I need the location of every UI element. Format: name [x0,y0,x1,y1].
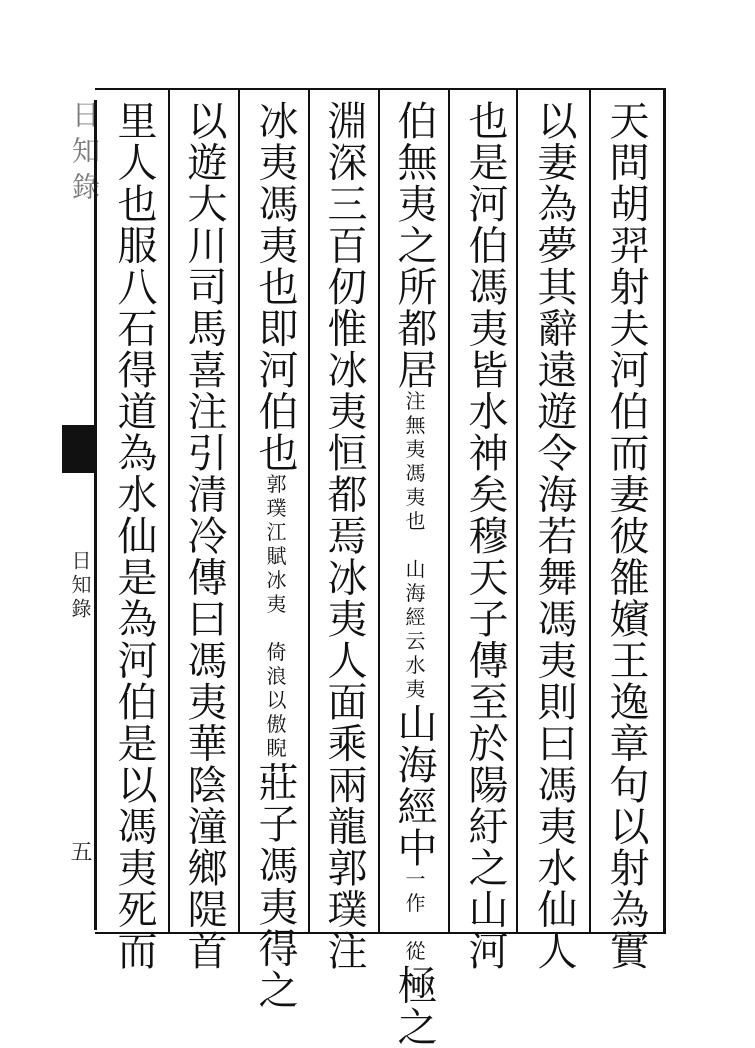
text-column-7 [176,100,232,972]
annotation [402,869,426,965]
text-column-6 [247,100,303,1011]
column-rule [516,88,518,932]
text-column-1 [598,100,654,972]
column-text: 里人也服八石得道為水仙是為河伯是以馮夷死而 [111,100,157,972]
text-column-3 [457,100,513,972]
column-text: 伯無夷之所都居 [391,100,437,391]
annotation-right: 注無夷馮夷也 [402,390,426,535]
text-column-4 [386,100,442,1048]
edge-title: 日知錄 [68,100,101,208]
column-text: 也是河伯馮夷皆水神矣穆天子傳至於陽紆之山河 [462,100,508,972]
page-margin [62,100,101,930]
text-column-2 [526,100,582,972]
column-rule [168,88,170,932]
column-rule [589,88,591,932]
annotation-left: 山海經云水夷 [402,558,426,703]
column-text: 以妻為夢其辭遠遊令海若舞馮夷則曰馮夷水仙人 [531,100,577,972]
source-title: 日知錄 [68,550,92,622]
column-text: 冰夷馮夷也即河伯也 [252,100,298,474]
text-column-8 [106,100,162,972]
fishtail-mark [62,425,94,473]
column-rule [308,88,310,932]
column-rule [378,88,380,932]
column-text: 天問胡羿射夫河伯而妻彼雒嬪王逸章句以射為實 [603,100,649,972]
column-rule [448,88,450,932]
annotation-right: 郭璞江賦冰夷 [263,473,287,618]
column-text: 極之 [391,964,437,1048]
annotation-left: 從 [402,940,426,965]
annotation-right: 一作 [402,868,426,917]
annotation [263,474,287,762]
annotation-left: 倚浪以傲睨 [263,641,287,762]
annotation [402,391,426,703]
column-text: 以遊大川司馬喜注引清冷傳曰馮夷華陰潼鄉隄首 [181,100,227,972]
column-text: 莊子馮夷得之 [252,761,298,1011]
page-number: 五 [67,840,92,862]
column-text: 山海經中 [391,702,437,869]
text-column-5 [316,100,372,972]
column-rule [238,88,240,932]
column-text: 淵深三百仞惟冰夷恒都焉冰夷人面乘兩龍郭璞注 [321,100,367,972]
